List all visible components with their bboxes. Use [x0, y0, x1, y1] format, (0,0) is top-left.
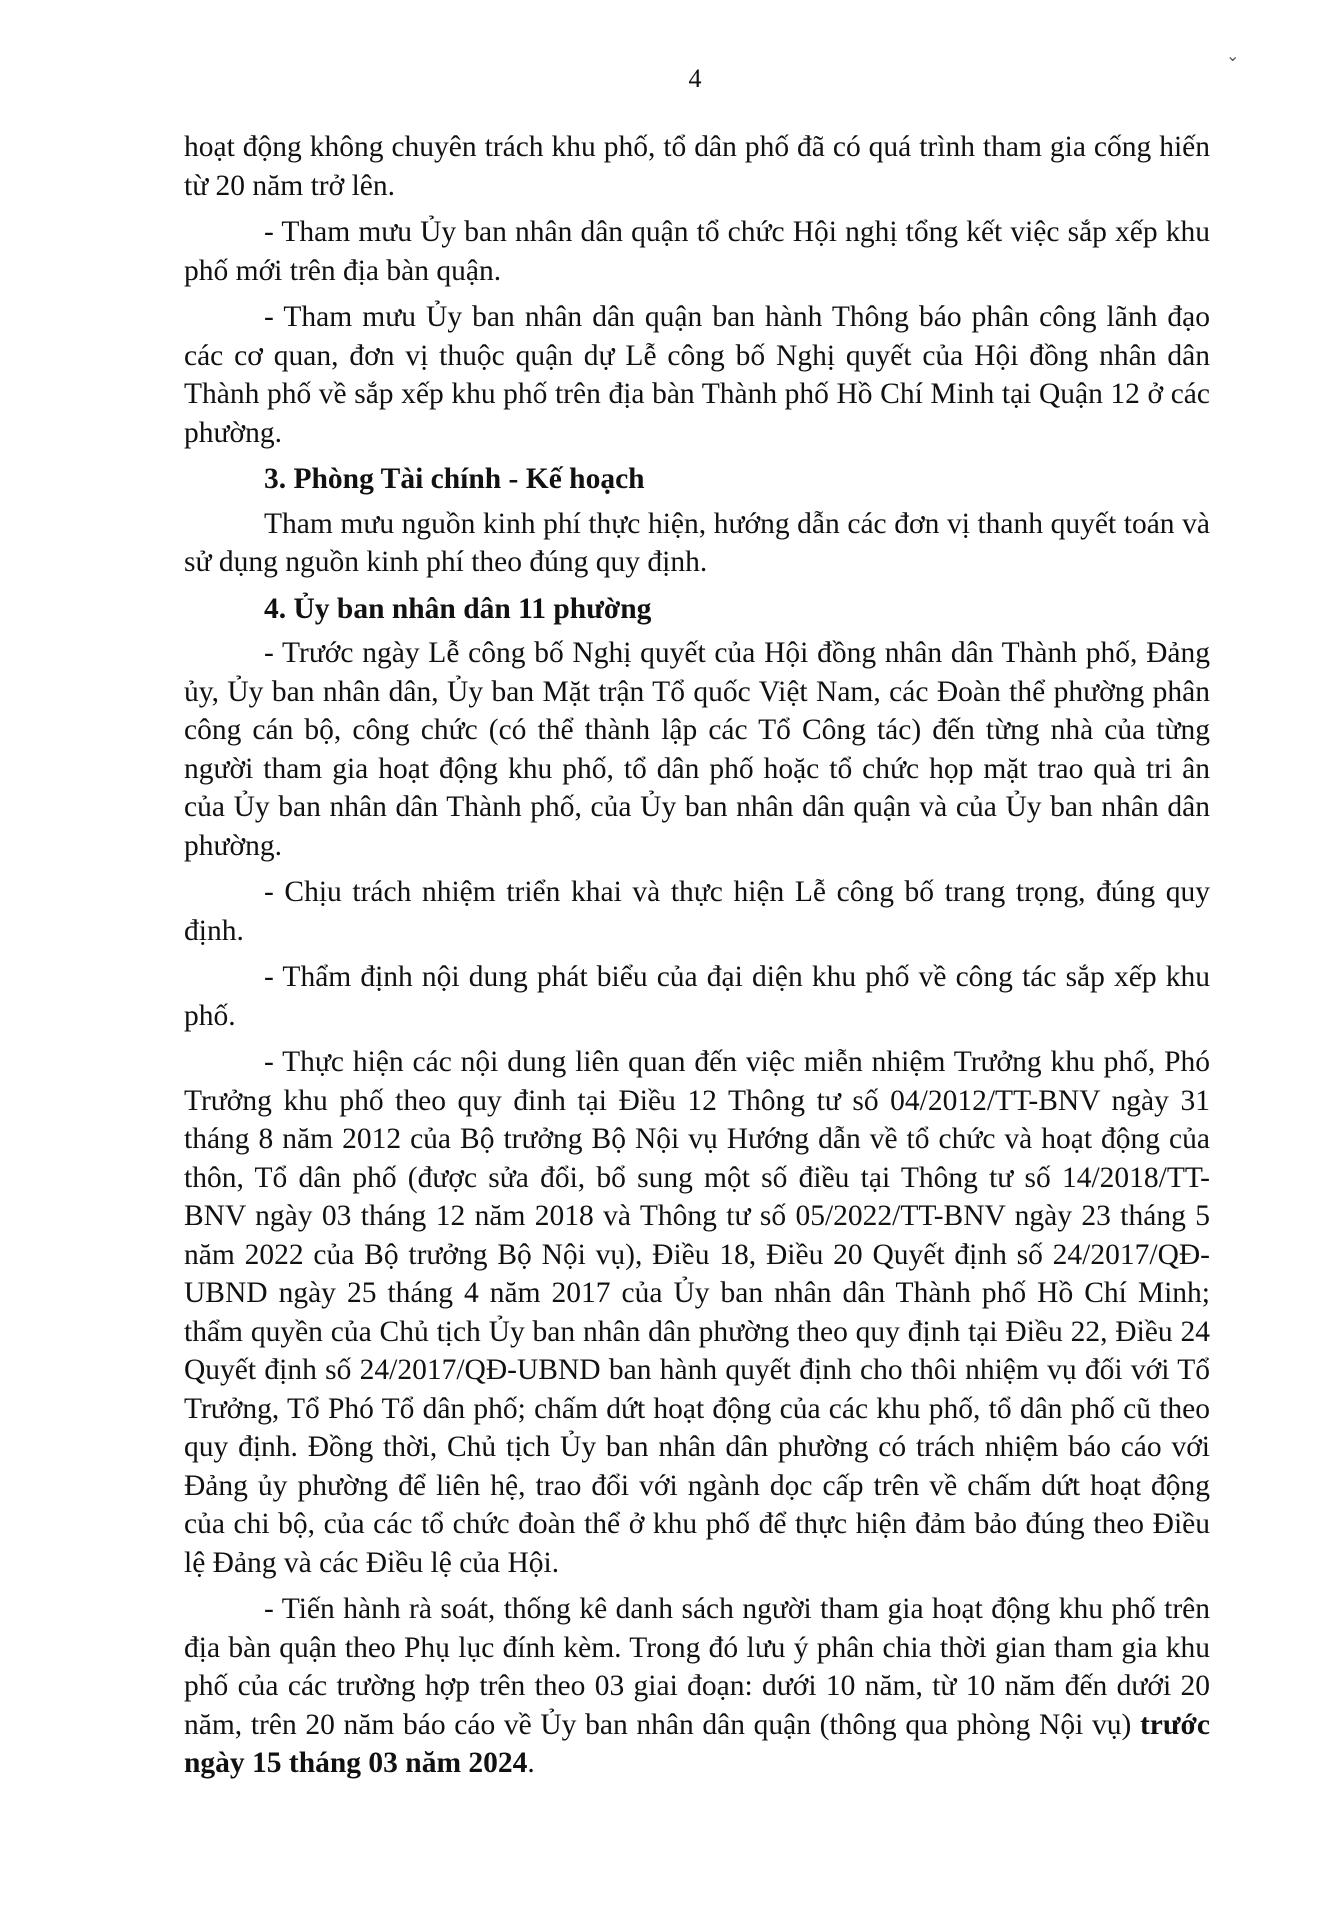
scan-mark: ⌄	[1226, 46, 1240, 65]
paragraph: - Thực hiện các nội dung liên quan đến việc miễn nhiệm Trưởng khu phố, Phó Trưởng khu phố theo quy đinh tại Điều 12 Thông tư số 04/2012/TT-BNV ngày 31 tháng 8 năm 2012 của Bộ trưởng Bộ Nội vụ Hướng dẫn về tổ chức và hoạt động của thôn, Tổ dân phố (được sửa đổi, bổ sung một số điều tại Thông tư số 14/2018/TT-BNV ngày 03 tháng 12 năm 2018 và Thông tư số 05/2022/TT-BNV ngày 23 tháng 5 năm 2022 của Bộ trưởng Bộ Nội vụ), Điều 18, Điều 20 Quyết định số 24/2017/QĐ-UBND ngày 25 tháng 4 năm 2017 của Ủy ban nhân dân Thành phố Hồ Chí Minh; thẩm quyền của Chủ tịch Ủy ban nhân dân phường theo quy định tại Điều 22, Điều 24 Quyết định số 24/2017/QĐ-UBND ban hành quyết định cho thôi nhiệm vụ đối với Tổ Trưởng, Tổ Phó Tổ dân phố; chấm dứt hoạt động của các khu phố, tổ dân phố cũ theo quy định. Đồng thời, Chủ tịch Ủy ban nhân dân phường có trách nhiệm báo cáo với Đảng ủy phường để liên hệ, trao đổi với ngành dọc cấp trên về chấm dứt hoạt động của chi bộ, của các tổ chức đoàn thể ở khu phố để thực hiện đảm bảo đúng theo Điều lệ Đảng và các Điều lệ của Hội.	[184, 1046, 1210, 1579]
paragraph: Tham mưu nguồn kinh phí thực hiện, hướng dẫn các đơn vị thanh quyết toán và sử dụng nguồn kinh phí theo đúng quy định.	[184, 507, 1210, 578]
paragraph: - Tham mưu Ủy ban nhân dân quận ban hành Thông báo phân công lãnh đạo các cơ quan, đơn vị thuộc quận dự Lễ công bố Nghị quyết của Hội đồng nhân dân Thành phố về sắp xếp khu phố trên địa bàn Thành phố Hồ Chí Minh tại Quận 12 ở các phường.	[184, 301, 1210, 449]
section-heading: 4. Ủy ban nhân dân 11 phường	[264, 592, 652, 625]
paragraph: - Trước ngày Lễ công bố Nghị quyết của Hội đồng nhân dân Thành phố, Đảng ủy, Ủy ban nhân dân, Ủy ban Mặt trận Tổ quốc Việt Nam, các Đoàn thể phường phân công cán bộ, công chức (có thể thành lập các Tổ Công tác) đến từng nhà của từng người tham gia hoạt động khu phố, tổ dân phố hoặc tổ chức họp mặt trao quà tri ân của Ủy ban nhân dân Thành phố, của Ủy ban nhân dân quận và của Ủy ban nhân dân phường.	[184, 637, 1210, 862]
paragraph: - Chịu trách nhiệm triển khai và thực hiện Lễ công bố trang trọng, đúng quy định.	[184, 876, 1210, 947]
page-number: 4	[688, 64, 702, 93]
deadline-text: trước ngày 15 tháng 03 năm 2024	[184, 1708, 1210, 1779]
paragraph: - Thẩm định nội dung phát biểu của đại diện khu phố về công tác sắp xếp khu phố.	[184, 961, 1210, 1032]
section-heading: 3. Phòng Tài chính - Kế hoạch	[264, 463, 645, 495]
paragraph-last-end: .	[527, 1747, 535, 1779]
document-body	[184, 128, 1210, 1791]
paragraph-last	[184, 1590, 1210, 1783]
paragraph: - Tham mưu Ủy ban nhân dân quận tổ chức Hội nghị tổng kết việc sắp xếp khu phố mới trên địa bàn quận.	[184, 216, 1210, 287]
paragraph: hoạt động không chuyên trách khu phố, tổ dân phố đã có quá trình tham gia cống hiến từ 20 năm trở lên.	[184, 131, 1210, 202]
paragraph-last-text: - Tiến hành rà soát, thống kê danh sách người tham gia hoạt động khu phố trên địa bàn quận theo Phụ lục đính kèm. Trong đó lưu ý phân chia thời gian tham gia khu phố của các trường hợp trên theo 03 giai đoạn: dưới 10 năm, từ 10 năm đến dưới 20 năm, trên 20 năm báo cáo về Ủy ban nhân dân quận (thông qua phòng Nội vụ)	[184, 1593, 1210, 1741]
